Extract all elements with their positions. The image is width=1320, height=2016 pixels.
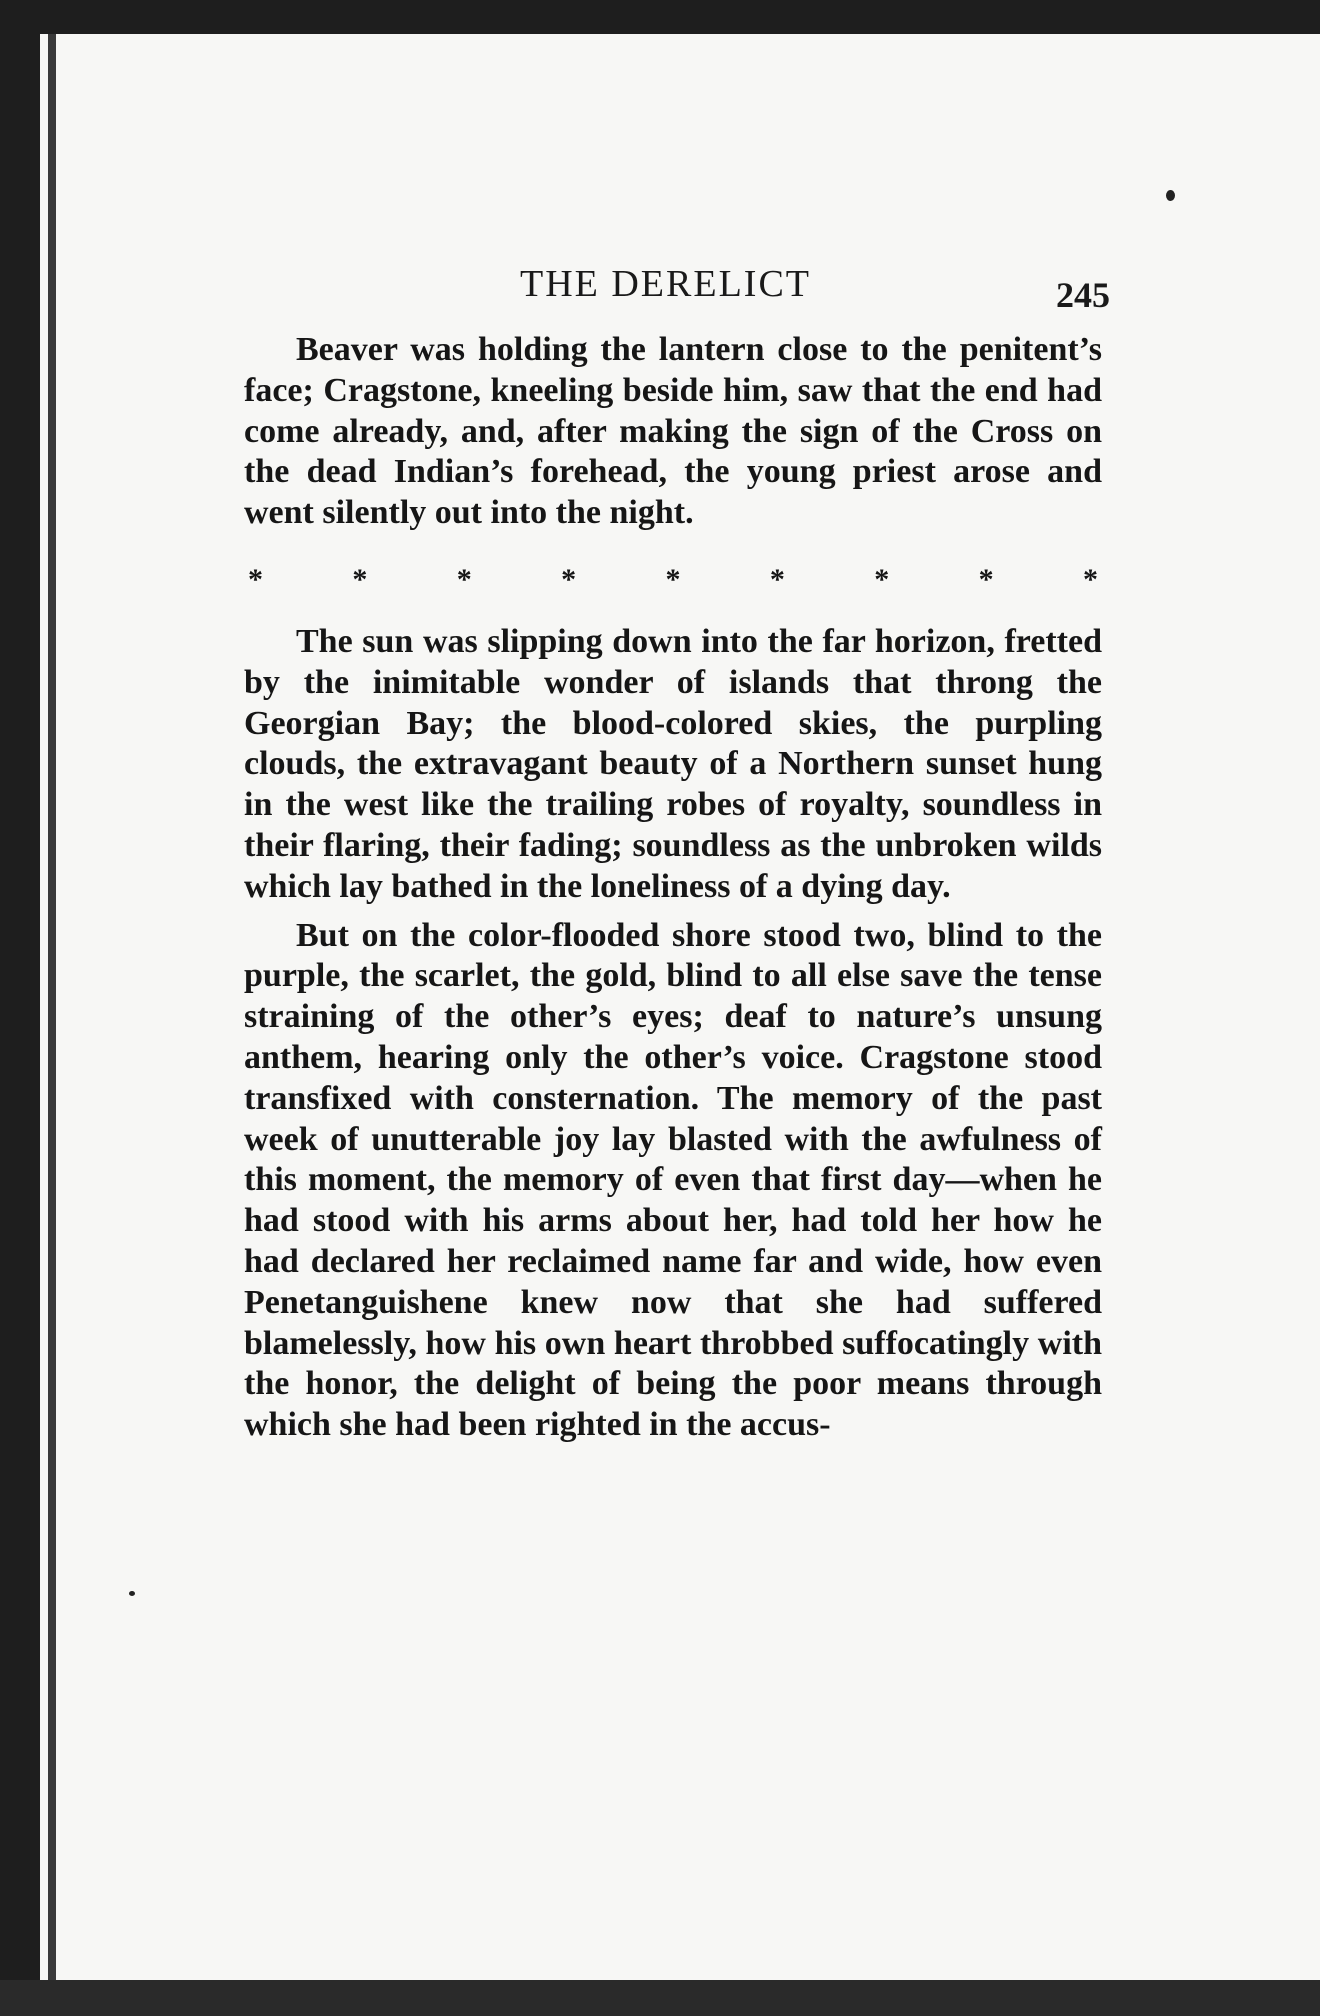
scan-speck: [129, 1591, 135, 1596]
paragraph: The sun was slipping down into the far horizon, fretted by the inimitable wonder of islands that throng the Georgian Bay; the blood-colored skies, the purpling clouds, the extravagant beauty of a Northern sunset hung in the west like the trailing robes of royalty, soundless in their flaring, their fading; soundless as the unbroken wilds which lay bathed in the loneliness of a dying day.: [244, 622, 1102, 905]
separator-asterisk: *: [874, 562, 890, 596]
running-title: THE DERELICT: [520, 263, 812, 305]
paragraph: Beaver was holding the lantern close to the penitent’s face; Cragstone, kneeling beside him, saw that the end had come already, and, after making the sign of the Cross on the dead Indian’s forehead, the young priest arose and went silently out into the night.: [244, 331, 1102, 532]
scan-border: [0, 1980, 1320, 2016]
separator-asterisk: *: [978, 562, 994, 596]
separator-asterisk: *: [769, 562, 785, 596]
paragraph: But on the color-flooded shore stood two, blind to the purple, the scarlet, the gold, blind to all else save the tense straining of the other’s eyes; deaf to nature’s unsung anthem, hearing only the other’s voice. Cragstone stood transfixed with consternation. The memory of the past week of unutterable joy lay blasted with the awfulness of this moment, the memory of even that first day—when he had stood with his arms about her, had told her how he had declared her reclaimed name far and wide, how even Penetanguishene knew now that she had suffered blamelessly, how his own heart throbbed suffocatingly with the honor, the delight of being the poor means through which she had been righted in the accus-: [244, 916, 1102, 1444]
separator-asterisk: *: [456, 562, 472, 596]
separator-asterisk: *: [352, 562, 368, 596]
running-header: [250, 262, 1110, 322]
scan-speck: [1166, 190, 1175, 201]
separator-asterisk: *: [665, 562, 681, 596]
page-body: [244, 330, 1102, 1446]
separator-asterisk: *: [1083, 562, 1098, 596]
separator-asterisk: *: [561, 562, 577, 596]
book-spine-shadow: [48, 34, 56, 1980]
section-separator: [244, 560, 1102, 600]
separator-asterisk: *: [248, 562, 263, 596]
page-number: 245: [1056, 275, 1110, 315]
